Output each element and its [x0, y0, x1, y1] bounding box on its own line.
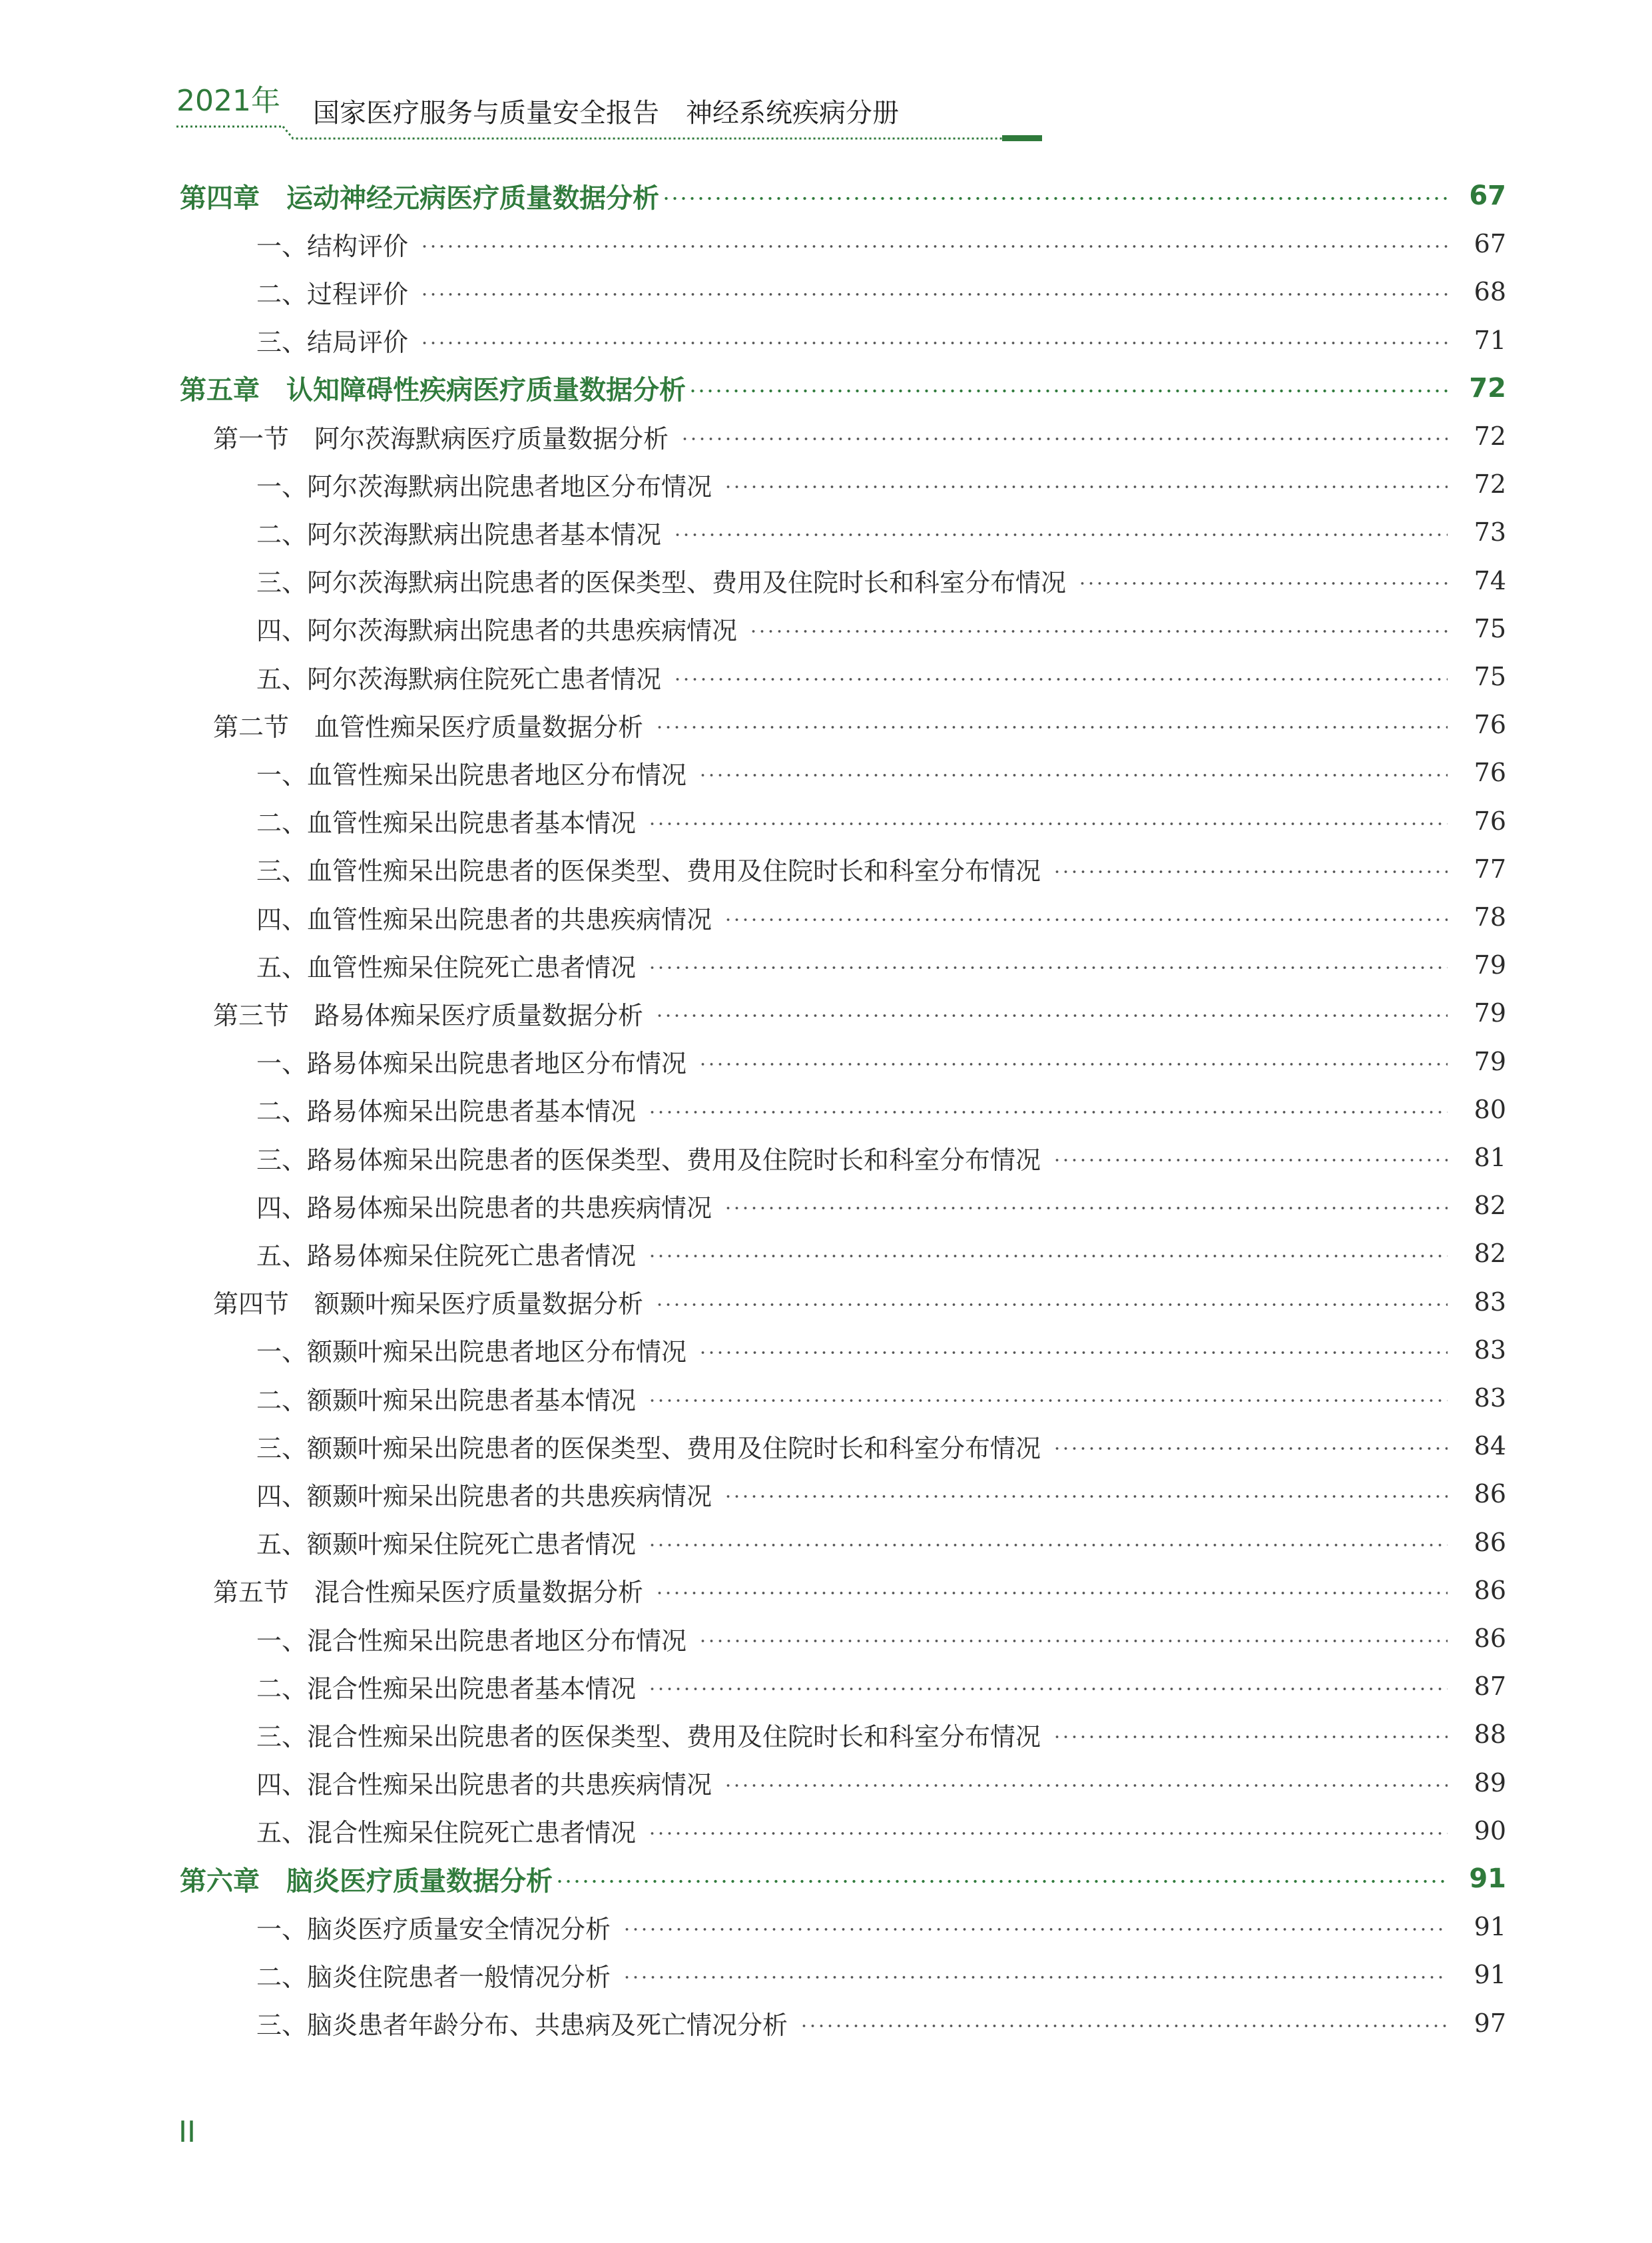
toc-entry-page-number: 71: [1474, 325, 1506, 355]
dot-leader: [555, 1879, 1448, 1883]
dot-leader: [648, 1254, 1448, 1258]
toc-entry-label: 四、额颞叶痴呆出院患者的共患疾病情况: [256, 1481, 712, 1511]
dot-leader: [1053, 870, 1448, 874]
dot-leader: [681, 437, 1448, 441]
toc-entry-label: 五、阿尔茨海默病住院死亡患者情况: [256, 664, 662, 694]
toc-entry-page-number: 82: [1474, 1191, 1506, 1221]
toc-entry-label: 四、混合性痴呆出院患者的共患疾病情况: [256, 1770, 712, 1800]
toc-item-row[interactable]: [256, 1614, 1506, 1662]
toc-entry-label: 第五节 混合性痴呆医疗质量数据分析: [213, 1578, 644, 1608]
dot-leader: [648, 822, 1448, 826]
toc-entry-label: 四、路易体痴呆出院患者的共患疾病情况: [256, 1193, 712, 1223]
toc-entry-label: 二、混合性痴呆出院患者基本情况: [256, 1674, 637, 1704]
toc-entry-label: 三、结局评价: [256, 328, 409, 358]
toc-entry-page-number: 83: [1474, 1383, 1506, 1413]
dot-leader: [648, 1543, 1448, 1547]
toc-item-row[interactable]: [256, 749, 1506, 797]
dot-leader: [749, 629, 1448, 633]
toc-entry-page-number: 79: [1474, 1046, 1506, 1076]
dot-leader: [673, 677, 1448, 681]
toc-item-row[interactable]: [256, 316, 1506, 364]
toc-entry-label: 第六章 脑炎医疗质量数据分析: [180, 1865, 553, 1897]
toc-item-row[interactable]: [256, 941, 1506, 989]
toc-entry-page-number: 81: [1474, 1143, 1506, 1172]
toc-entry-page-number: 78: [1474, 902, 1506, 932]
toc-entry-page-number: 86: [1474, 1527, 1506, 1557]
dot-leader: [724, 1206, 1448, 1210]
toc-item-row[interactable]: [256, 1422, 1506, 1470]
toc-section-row[interactable]: [213, 701, 1506, 749]
dot-leader: [655, 1014, 1448, 1018]
toc-entry-page-number: 86: [1474, 1624, 1506, 1653]
toc-entry-page-number: 97: [1474, 2008, 1506, 2038]
toc-entry-label: 一、血管性痴呆出院患者地区分布情况: [256, 760, 687, 790]
toc-item-row[interactable]: [256, 797, 1506, 845]
dot-leader: [648, 1687, 1448, 1691]
dot-leader: [420, 244, 1448, 248]
toc-entry-label: 四、血管性痴呆出院患者的共患疾病情况: [256, 904, 712, 934]
toc-item-row[interactable]: [256, 605, 1506, 653]
toc-item-row[interactable]: [256, 845, 1506, 893]
toc-entry-label: 三、额颞叶痴呆出院患者的医保类型、费用及住院时长和科室分布情况: [256, 1433, 1041, 1463]
dot-leader: [1053, 1446, 1448, 1450]
toc-item-row[interactable]: [256, 1759, 1506, 1807]
toc-entry-page-number: 73: [1474, 517, 1506, 547]
toc-entry-label: 第二节 血管性痴呆医疗质量数据分析: [213, 712, 644, 742]
toc-entry-page-number: 91: [1469, 1863, 1506, 1894]
toc-chapter-row[interactable]: [180, 364, 1506, 412]
toc-item-row[interactable]: [256, 1181, 1506, 1229]
toc-entry-label: 三、混合性痴呆出院患者的医保类型、费用及住院时长和科室分布情况: [256, 1722, 1041, 1752]
toc-entry-page-number: 84: [1474, 1431, 1506, 1461]
dot-leader: [655, 1591, 1448, 1595]
toc-entry-page-number: 76: [1474, 758, 1506, 788]
dot-leader: [655, 725, 1448, 729]
toc-item-row[interactable]: [256, 1951, 1506, 1999]
dot-leader: [420, 292, 1448, 296]
dot-leader: [648, 1399, 1448, 1403]
toc-entry-page-number: 86: [1474, 1575, 1506, 1605]
toc-entry-page-number: 83: [1474, 1287, 1506, 1317]
toc-entry-page-number: 75: [1474, 662, 1506, 691]
toc-item-row[interactable]: [256, 460, 1506, 508]
toc-entry-label: 一、额颞叶痴呆出院患者地区分布情况: [256, 1337, 687, 1367]
toc-entry-page-number: 79: [1474, 998, 1506, 1028]
toc-entry-page-number: 80: [1474, 1094, 1506, 1124]
toc-entry-label: 二、阿尔茨海默病出院患者基本情况: [256, 519, 662, 549]
toc-chapter-row[interactable]: [180, 172, 1506, 220]
toc-entry-label: 一、结构评价: [256, 231, 409, 261]
running-header: [0, 0, 1652, 153]
toc-section-row[interactable]: [213, 1278, 1506, 1326]
toc-entry-label: 二、血管性痴呆出院患者基本情况: [256, 808, 637, 838]
report-year: 2021年: [176, 84, 280, 118]
toc-item-row[interactable]: [256, 1518, 1506, 1566]
toc-entry-page-number: 67: [1474, 229, 1506, 259]
dot-leader: [662, 196, 1448, 200]
toc-item-row[interactable]: [256, 1326, 1506, 1374]
toc-entry-page-number: 68: [1474, 277, 1506, 307]
toc-entry-label: 一、脑炎医疗质量安全情况分析: [256, 1914, 611, 1944]
dot-leader: [648, 1110, 1448, 1114]
toc-entry-label: 一、阿尔茨海默病出院患者地区分布情况: [256, 472, 712, 501]
dot-leader: [724, 485, 1448, 489]
toc-item-row[interactable]: [256, 1229, 1506, 1277]
dot-leader: [698, 773, 1448, 777]
toc-entry-page-number: 79: [1474, 950, 1506, 980]
dot-leader: [724, 1783, 1448, 1787]
toc-entry-page-number: 74: [1474, 565, 1506, 595]
toc-entry-label: 五、血管性痴呆住院死亡患者情况: [256, 952, 637, 982]
toc-chapter-row[interactable]: [180, 1855, 1506, 1903]
toc-item-row[interactable]: [256, 1662, 1506, 1710]
toc-item-row[interactable]: [256, 268, 1506, 316]
toc-item-row[interactable]: [256, 893, 1506, 941]
toc-entry-page-number: 76: [1474, 806, 1506, 836]
toc-entry-page-number: 77: [1474, 854, 1506, 884]
toc-section-row[interactable]: [213, 1566, 1506, 1614]
toc-item-row[interactable]: [256, 653, 1506, 701]
dot-leader: [648, 1831, 1448, 1835]
toc-section-row[interactable]: [213, 989, 1506, 1037]
dot-leader: [724, 1494, 1448, 1498]
toc-entry-label: 一、路易体痴呆出院患者地区分布情况: [256, 1049, 687, 1079]
toc-entry-label: 第五章 认知障碍性疾病医疗质量数据分析: [180, 375, 686, 406]
toc-entry-page-number: 75: [1474, 613, 1506, 643]
toc-item-row[interactable]: [256, 1374, 1506, 1422]
toc-entry-label: 三、路易体痴呆出院患者的医保类型、费用及住院时长和科室分布情况: [256, 1145, 1041, 1175]
toc-entry-label: 二、额颞叶痴呆出院患者基本情况: [256, 1385, 637, 1415]
dot-leader: [673, 533, 1448, 537]
toc-entry-page-number: 76: [1474, 710, 1506, 740]
toc-entry-page-number: 87: [1474, 1672, 1506, 1702]
toc-entry-label: 三、血管性痴呆出院患者的医保类型、费用及住院时长和科室分布情况: [256, 856, 1041, 886]
toc-entry-label: 四、阿尔茨海默病出院患者的共患疾病情况: [256, 616, 738, 646]
dot-leader: [623, 1927, 1448, 1931]
toc-item-row[interactable]: [256, 1086, 1506, 1133]
toc-entry-label: 二、过程评价: [256, 279, 409, 309]
dot-leader: [655, 1303, 1448, 1307]
dot-leader: [800, 2024, 1448, 2028]
dot-leader: [1053, 1158, 1448, 1162]
dot-leader: [724, 918, 1448, 922]
toc-entry-label: 二、脑炎住院患者一般情况分析: [256, 1962, 611, 1992]
dot-leader: [698, 1062, 1448, 1066]
toc-entry-label: 五、路易体痴呆住院死亡患者情况: [256, 1241, 637, 1271]
dot-leader: [698, 1639, 1448, 1643]
toc-section-row[interactable]: [213, 412, 1506, 460]
toc-entry-label: 五、混合性痴呆住院死亡患者情况: [256, 1818, 637, 1848]
dot-leader: [1078, 581, 1448, 585]
toc-entry-label: 第四章 运动神经元病医疗质量数据分析: [180, 182, 659, 214]
toc-item-row[interactable]: [256, 1710, 1506, 1758]
toc-entry-label: 第四节 额颞叶痴呆医疗质量数据分析: [213, 1289, 644, 1319]
toc-entry-label: 一、混合性痴呆出院患者地区分布情况: [256, 1626, 687, 1656]
toc-entry-label: 第一节 阿尔茨海默病医疗质量数据分析: [213, 424, 669, 454]
dot-leader: [1053, 1735, 1448, 1739]
toc-item-row[interactable]: [256, 1999, 1506, 2047]
toc-entry-label: 三、脑炎患者年龄分布、共患病及死亡情况分析: [256, 2011, 788, 2041]
toc-item-row[interactable]: [256, 557, 1506, 605]
page-number: II: [178, 2115, 196, 2149]
toc-entry-label: 二、路易体痴呆出院患者基本情况: [256, 1097, 637, 1127]
toc-entry-label: 第三节 路易体痴呆医疗质量数据分析: [213, 1000, 644, 1030]
toc-entry-page-number: 90: [1474, 1815, 1506, 1845]
toc-entry-page-number: 83: [1474, 1335, 1506, 1365]
toc-entry-page-number: 82: [1474, 1239, 1506, 1269]
dot-leader: [688, 389, 1448, 393]
toc-entry-page-number: 72: [1474, 470, 1506, 499]
toc-entry-page-number: 88: [1474, 1720, 1506, 1750]
toc-item-row[interactable]: [256, 508, 1506, 556]
toc-item-row[interactable]: [256, 1903, 1506, 1951]
toc-item-row[interactable]: [256, 1807, 1506, 1855]
dot-leader: [698, 1351, 1448, 1355]
toc-entry-page-number: 72: [1474, 422, 1506, 451]
dot-leader: [420, 341, 1448, 345]
toc-item-row[interactable]: [256, 1133, 1506, 1181]
toc-entry-page-number: 89: [1474, 1767, 1506, 1797]
toc-entry-page-number: 86: [1474, 1479, 1506, 1509]
toc-entry-label: 五、额颞叶痴呆住院死亡患者情况: [256, 1530, 637, 1560]
toc-entry-page-number: 67: [1469, 180, 1506, 211]
header-rule: [0, 0, 1652, 153]
toc-item-row[interactable]: [256, 220, 1506, 268]
toc-entry-page-number: 91: [1474, 1912, 1506, 1942]
toc-item-row[interactable]: [256, 1038, 1506, 1086]
report-title: 国家医疗服务与质量安全报告 神经系统疾病分册: [313, 98, 899, 129]
toc-item-row[interactable]: [256, 1470, 1506, 1518]
toc-entry-page-number: 72: [1469, 372, 1506, 404]
toc-entry-label: 三、阿尔茨海默病出院患者的医保类型、费用及住院时长和科室分布情况: [256, 568, 1067, 598]
toc-entry-page-number: 91: [1474, 1960, 1506, 1990]
dot-leader: [623, 1975, 1448, 1979]
dot-leader: [648, 966, 1448, 970]
